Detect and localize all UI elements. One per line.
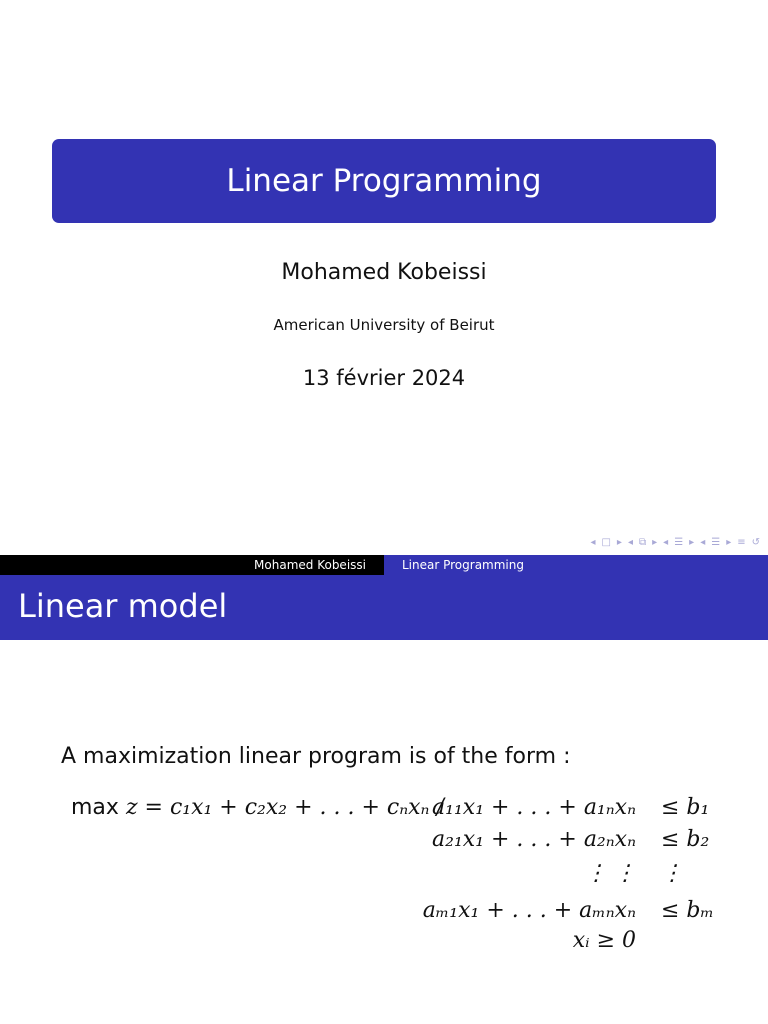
frame-title-bar <box>0 575 768 640</box>
footer-title: Linear Programming <box>402 558 524 572</box>
nav-frame-icon[interactable]: □ <box>601 537 611 548</box>
nav-left-arrow-icon[interactable]: ◂ <box>627 537 633 548</box>
presentation-date: 13 février 2024 <box>302 366 466 390</box>
constraint-2-lhs: a₂₁x₁ + . . . + a₂ₙxₙ <box>432 827 636 852</box>
frame-title: Linear model <box>18 587 228 625</box>
author-name: Mohamed Kobeissi <box>281 260 487 285</box>
nav-section-icon[interactable]: ☰ <box>674 537 684 548</box>
nav-right-arrow-icon[interactable]: ▸ <box>652 537 658 548</box>
constraint-2-rhs: ≤ b₂ <box>661 827 710 852</box>
max-operator: max <box>71 795 119 820</box>
nav-align-icon[interactable]: ≡ <box>737 537 746 548</box>
presentation-title: Linear Programming <box>226 163 542 199</box>
objective-function <box>71 795 444 827</box>
institution: American University of Beirut <box>273 316 495 334</box>
constraint-m-lhs: aₘ₁x₁ + . . . + aₘₙxₙ <box>422 898 636 923</box>
nav-left-arrow-icon[interactable]: ◂ <box>663 537 669 548</box>
objective-expression: z = c₁x₁ + c₂x₂ + . . . + cₙxₙ / <box>125 795 444 820</box>
constraint-m-rhs: ≤ bₘ <box>661 898 715 923</box>
content-slide <box>0 555 768 1024</box>
constraint-vdots-lhs: ⋮ ⋮ <box>585 861 636 886</box>
constraint-vdots-rhs: ⋮ <box>661 861 683 886</box>
nav-right-arrow-icon[interactable]: ▸ <box>616 537 622 548</box>
constraint-1-rhs: ≤ b₁ <box>661 795 710 820</box>
nav-left-arrow-icon[interactable]: ◂ <box>590 537 596 548</box>
nav-subsection-icon[interactable]: ⧉ <box>638 537 647 548</box>
nav-right-arrow-icon[interactable]: ▸ <box>726 537 732 548</box>
nonnegativity-constraint: xᵢ ≥ 0 <box>572 928 636 953</box>
constraint-1-lhs: a₁₁x₁ + . . . + a₁ₙxₙ <box>432 795 636 820</box>
nav-section-icon[interactable]: ☰ <box>711 537 721 548</box>
title-box <box>52 139 716 223</box>
intro-text: A maximization linear program is of the form : <box>61 744 571 769</box>
footer-author: Mohamed Kobeissi <box>254 558 366 572</box>
nav-right-arrow-icon[interactable]: ▸ <box>689 537 695 548</box>
beamer-navigation <box>590 536 760 550</box>
nav-search-icon[interactable]: ↺ <box>751 537 760 548</box>
nav-left-arrow-icon[interactable]: ◂ <box>700 537 706 548</box>
